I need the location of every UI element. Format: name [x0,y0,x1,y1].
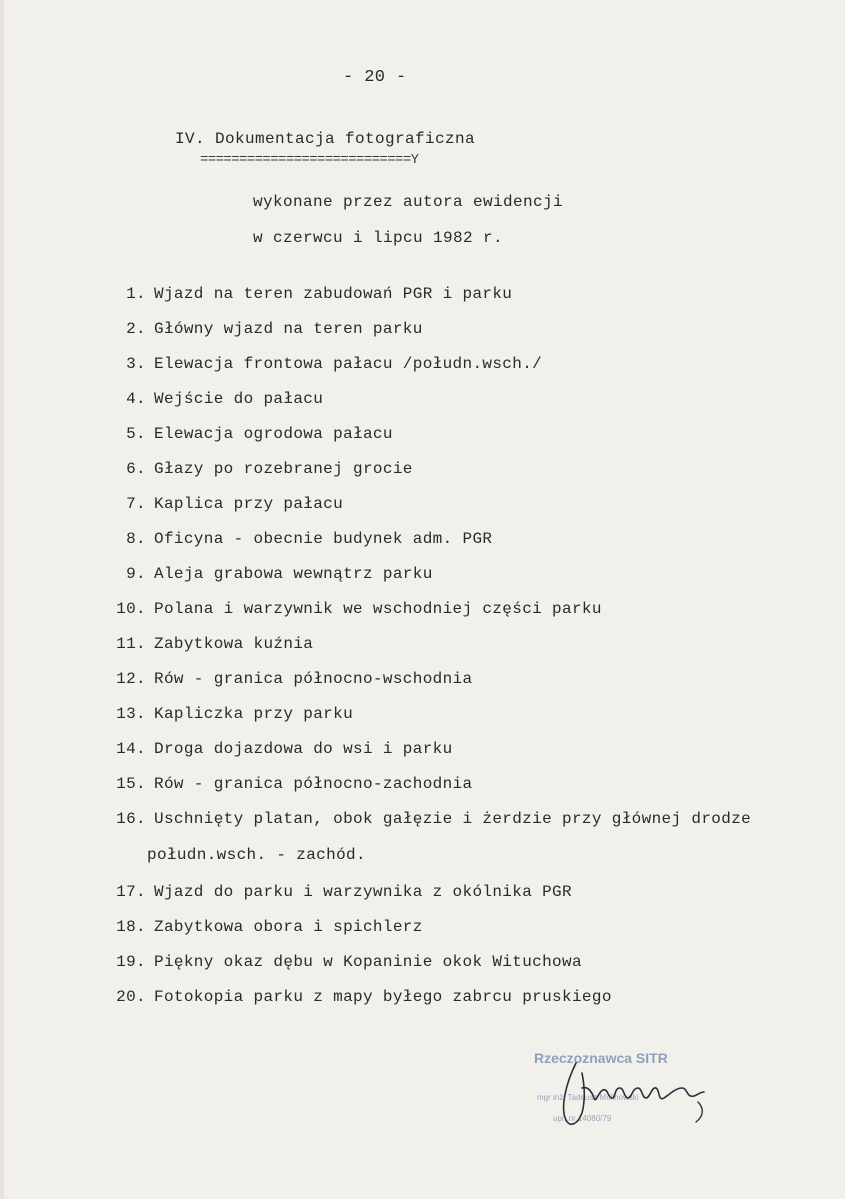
subtitle-line-2: w czerwcu i lipcu 1982 r. [253,229,504,247]
list-item: 18. Zabytkowa obora i spichlerz [116,918,423,936]
list-item: 14. Droga dojazdowa do wsi i parku [116,740,453,758]
list-item: 4. Wejście do pałacu [126,390,324,408]
list-item: 12. Rów - granica północno-wschodnia [116,670,473,688]
list-item: 1. Wjazd na teren zabudowań PGR i parku [126,285,513,303]
list-item: 7. Kaplica przy pałacu [126,495,344,513]
list-item: 8. Oficyna - obecnie budynek adm. PGR [126,530,493,548]
section-title: IV. Dokumentacja fotograficzna [175,130,476,148]
list-item: 10. Polana i warzywnik we wschodniej części parku [116,600,602,618]
list-item: 15. Rów - granica północno-zachodnia [116,775,473,793]
list-item: 16. Uschnięty platan, obok gałęzie i żerdzie przy głównej drodze [116,810,752,828]
list-item: 9. Aleja grabowa wewnątrz parku [126,565,433,583]
list-item: 20. Fotokopia parku z mapy byłego zabrcu pruskiego [116,988,612,1006]
list-item: 17. Wjazd do parku i warzywnika z okólnika PGR [116,883,572,901]
subtitle-line-1: wykonane przez autora ewidencji [253,193,564,211]
list-item: 13. Kapliczka przy parku [116,705,354,723]
list-item: 2. Główny wjazd na teren parku [126,320,423,338]
list-item: 19. Piękny okaz dębu w Kopaninie okok Wituchowa [116,953,582,971]
title-underline: ===========================Y [200,152,419,168]
stamp-license-line: upr. nr 14080/79 [553,1114,612,1123]
handwritten-signature [548,1058,718,1138]
stamp-title: Rzeczoznawca SITR [534,1050,668,1066]
list-item: 5. Elewacja ogrodowa pałacu [126,425,393,443]
list-item-continuation: połudn.wsch. - zachód. [147,846,366,864]
list-item: 3. Elewacja frontowa pałacu /połudn.wsch./ [126,355,543,373]
list-item: 6. Głazy po rozebranej grocie [126,460,413,478]
stamp-name-line: mgr inż. Tadeusz Molinowski [537,1093,639,1102]
list-item: 11. Zabytkowa kuźnia [116,635,314,653]
page-number: - 20 - [343,68,407,87]
